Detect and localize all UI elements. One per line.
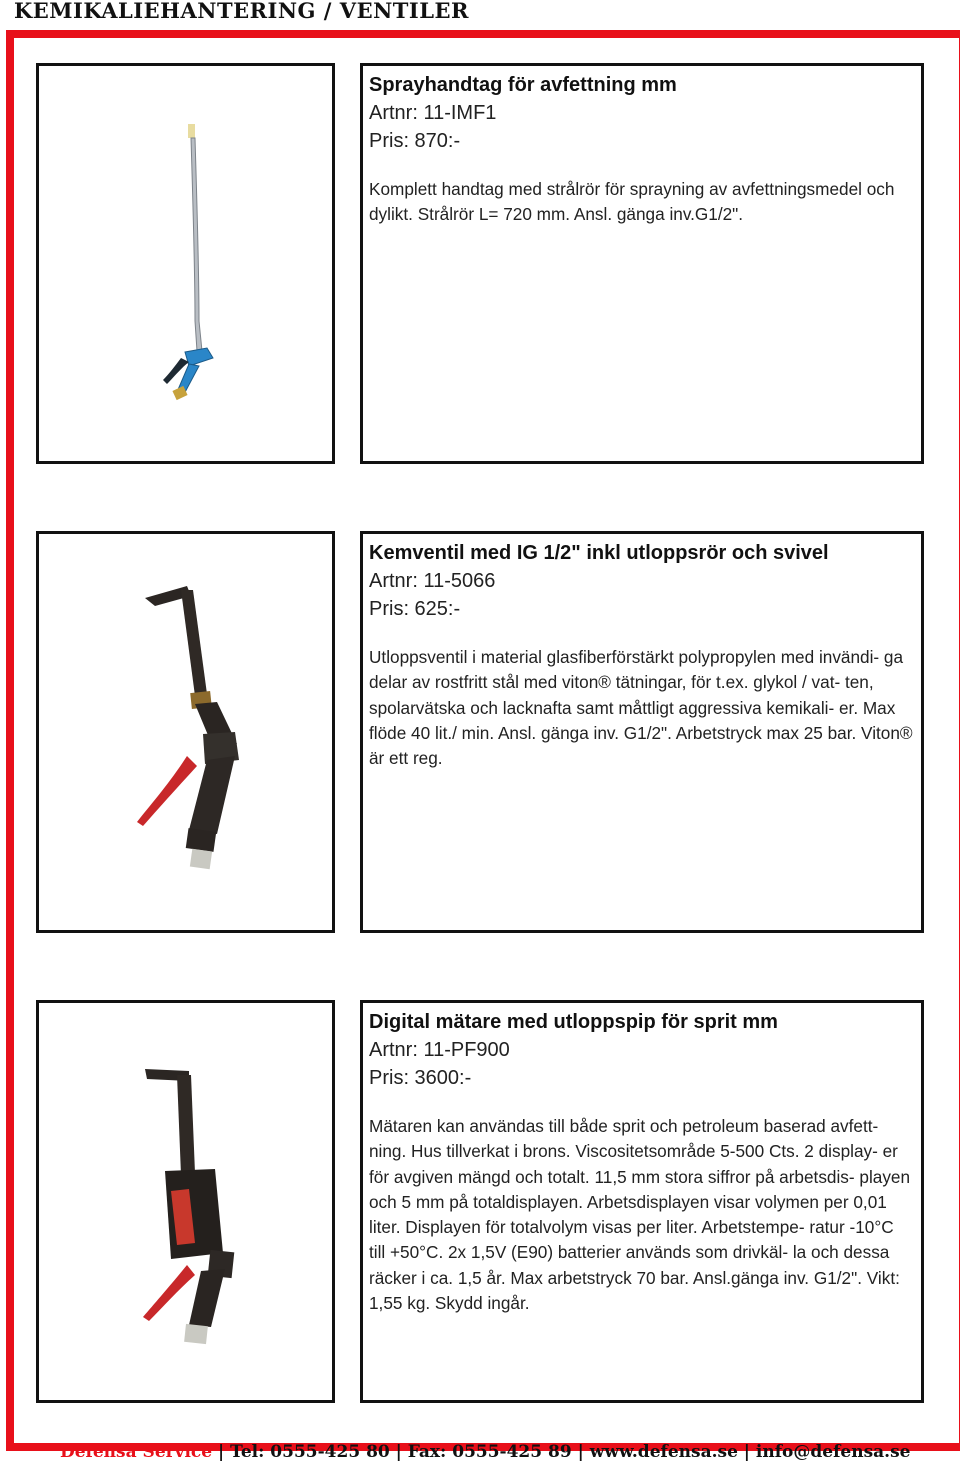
product-price: Pris: 3600:- xyxy=(369,1067,472,1089)
page-title: KEMIKALIEHANTERING / VENTILER xyxy=(14,0,469,23)
product-title: Sprayhandtag för avfettning mm xyxy=(369,74,677,96)
product-description: Mätaren kan användas till både sprit och petroleum baserad avfett- ning. Hus tillverkat i brons. Viscositetsområde 5-500 Cts. 2 display- er för avgiven mängd och totalt. 11,5 mm stora siffror på arbetsdis- playen och 5 mm på totaldisplayen. Arbetsdisplayen visar volymen per 0,01 liter. Displayen för totalvolym visas per liter. Arbetstempe- ratur -10°C till +50°C. 2x 1,5V (E90) batterier används som drivkäl- la och dessa räcker i ca. 1,5 år. Max arbetstryck 70 bar. Ansl.gänga inv. G1/2". Vikt: 1,55 kg. Skydd ingår. xyxy=(369,1116,911,1314)
digital-meter-valve-image xyxy=(39,1003,332,1400)
chemical-valve-image xyxy=(39,534,332,930)
footer-contact-details: | Tel: 0555-425 80 | Fax: 0555-425 89 | www.defensa.se | info@defensa.se xyxy=(218,1442,911,1462)
product-image-box-3 xyxy=(36,1000,335,1403)
product-description: Komplett handtag med strålrör för sprayning av avfettningsmedel och dylikt. Strålrör L= 720 mm. Ansl. gänga inv.G1/2". xyxy=(369,179,895,225)
product-description: Utloppsventil i material glasfiberförstärkt polypropylen med invändi- ga delar av rostfritt stål med viton® tätningar, för t.ex. glykol / vat- ten, spolarvätska och lacknafta samt måttligt aggressiva kemikali- er. Max flöde 40 lit./ min. Ansl. gänga inv. G1/2". Arbetstryck max 25 bar. Viton® är ett reg. xyxy=(369,647,913,769)
product-card-1 xyxy=(360,63,924,464)
product-image-box-2 xyxy=(36,531,335,933)
spray-handle-image xyxy=(39,66,332,461)
product-card-2 xyxy=(360,531,924,933)
product-artnr: Artnr: 11-5066 xyxy=(369,570,496,592)
product-artnr: Artnr: 11-PF900 xyxy=(369,1039,510,1061)
product-title: Digital mätare med utloppspip för sprit mm xyxy=(369,1011,778,1033)
product-price: Pris: 625:- xyxy=(369,598,461,620)
product-card-3 xyxy=(360,1000,924,1403)
product-image-box-1 xyxy=(36,63,335,464)
footer-contact xyxy=(60,1442,910,1462)
product-title: Kemventil med IG 1/2" inkl utloppsrör och svivel xyxy=(369,542,829,564)
product-price: Pris: 870:- xyxy=(369,130,461,152)
footer-brand: Defensa Service xyxy=(60,1442,213,1462)
product-artnr: Artnr: 11-IMF1 xyxy=(369,102,497,124)
